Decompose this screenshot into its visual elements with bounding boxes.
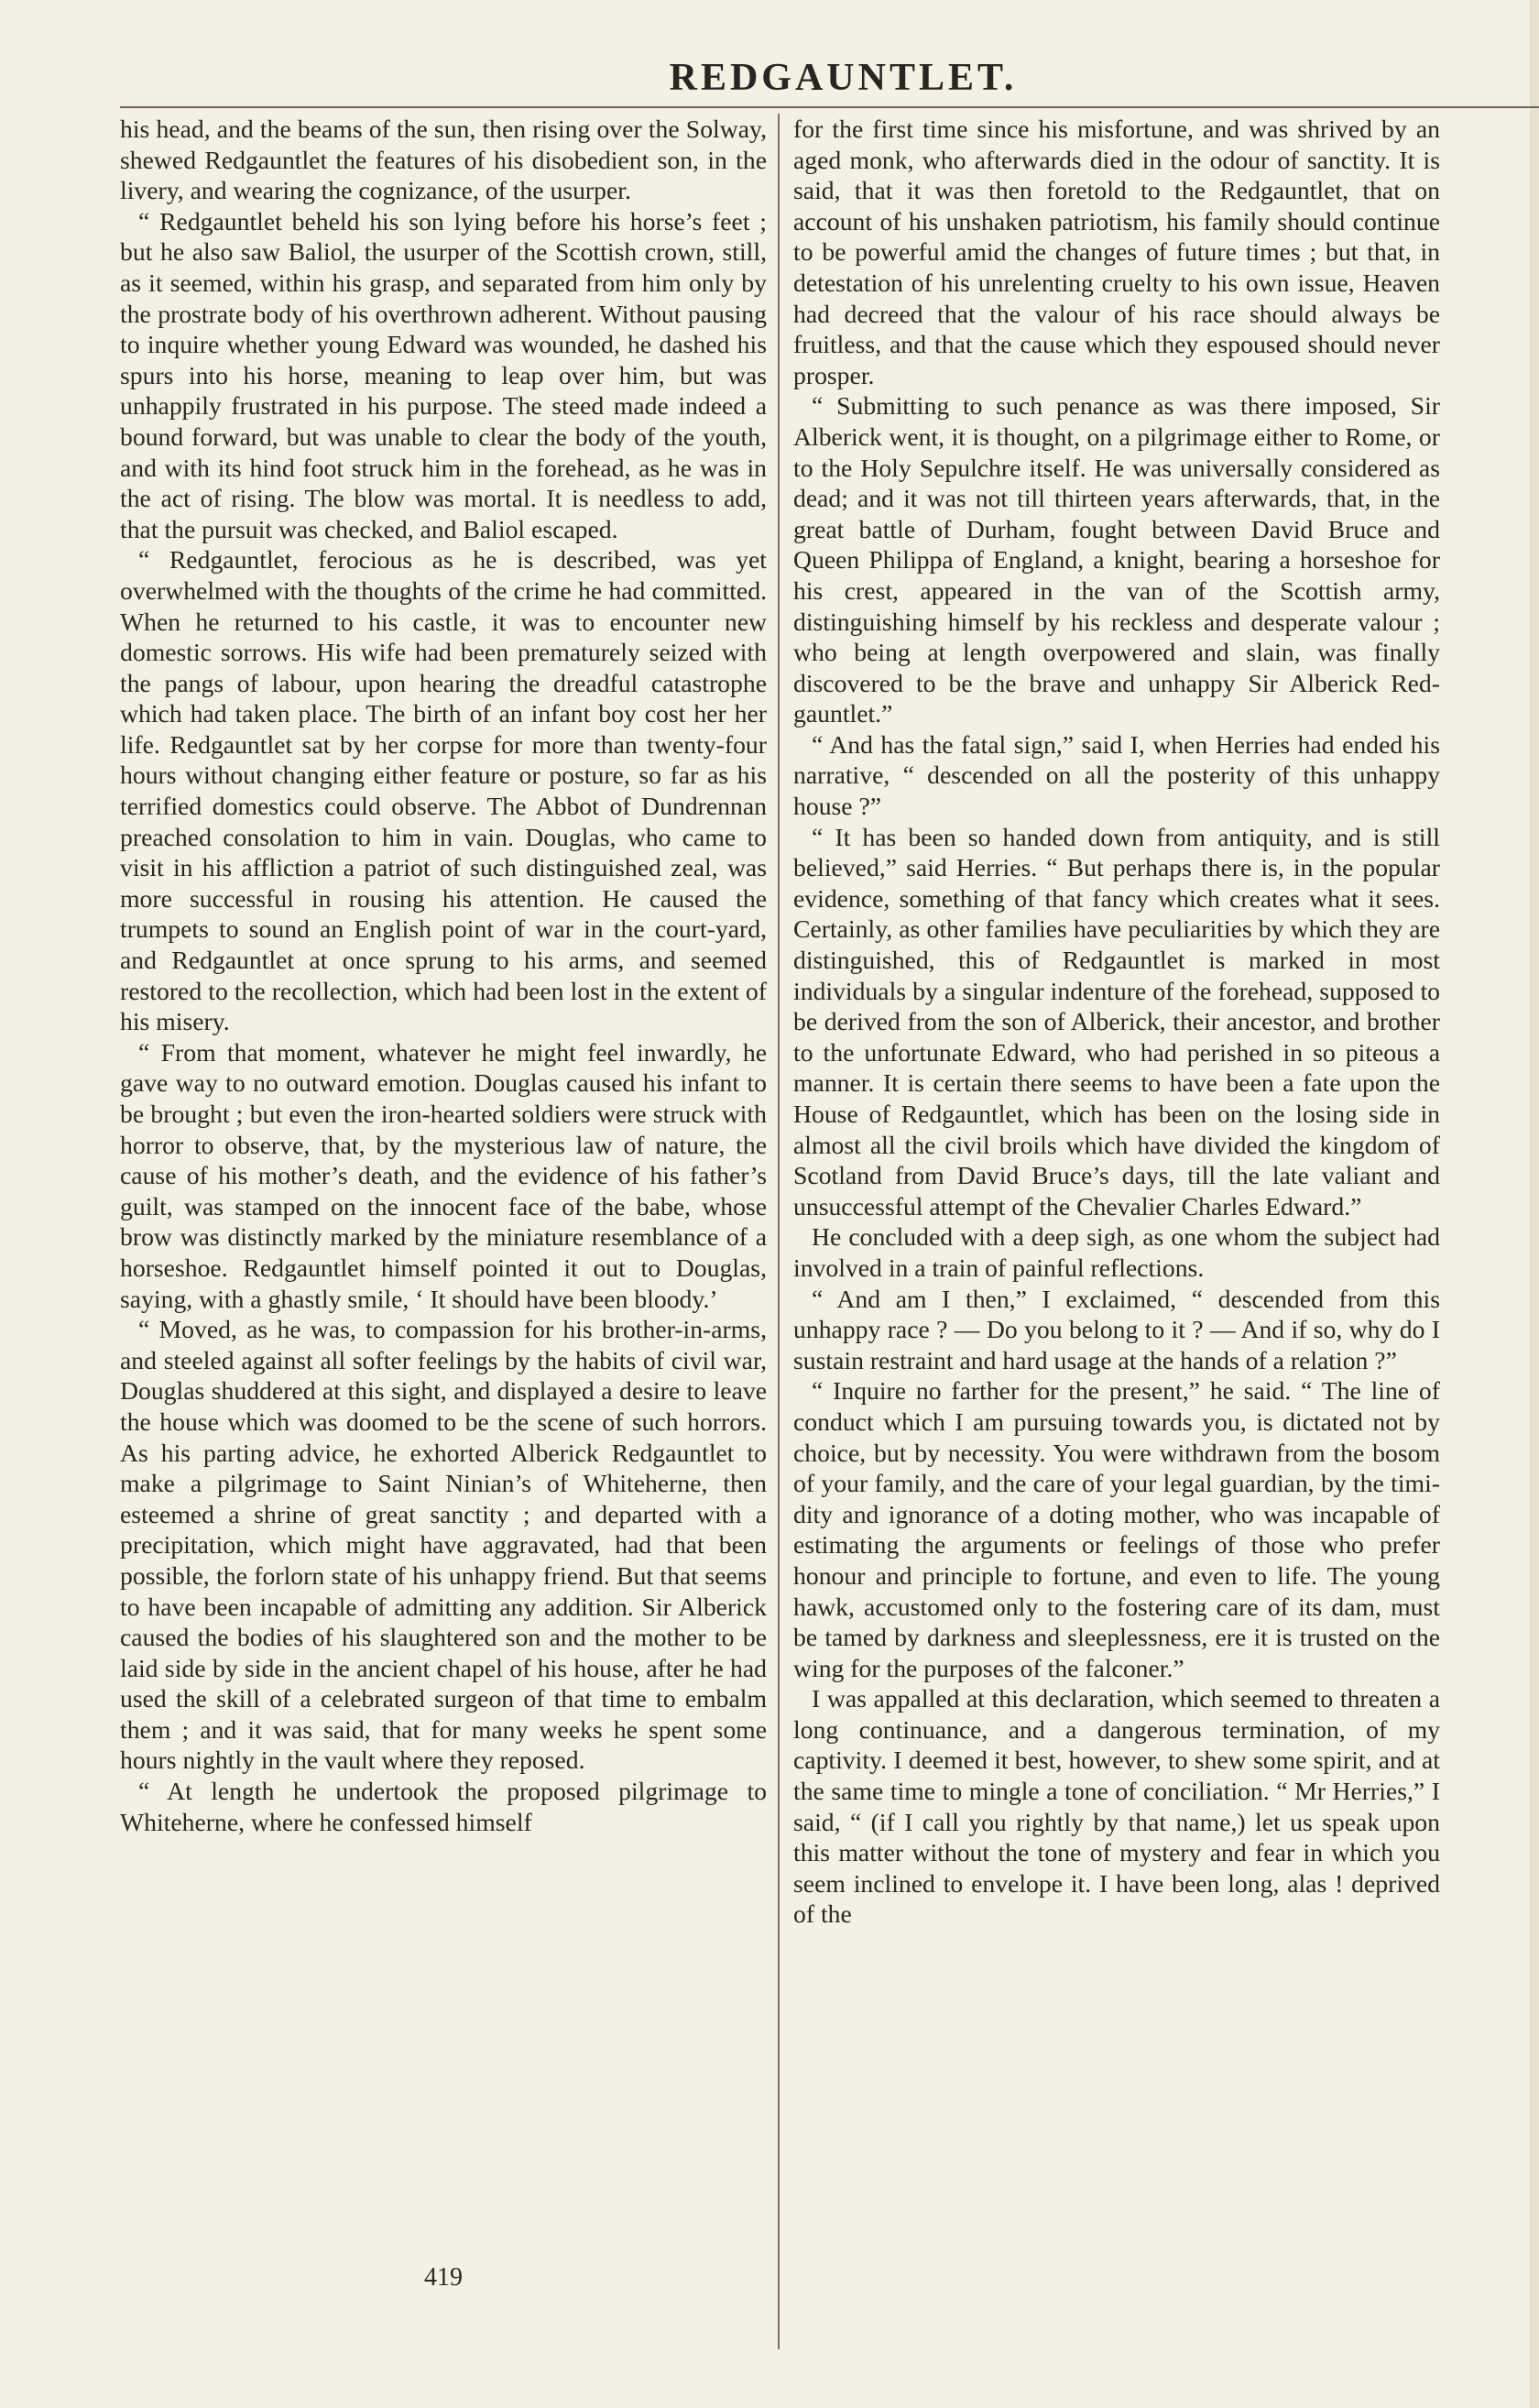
paragraph: for the first time since his misfortune, and was shrived by an aged monk, who afterwards died in the odour of sanctity. It is said, that it was then foretold to the Redgauntlet, that on account of his unshaken patriotism, his family should continue to be powerful amid the changes of future times ; but that, in detestation of his unrelenting cruelty to his own issue, Heaven had decreed that the valour of his race should always be fruitless, and that the cause which they espoused should never prosper. [793,115,1440,389]
paragraph: “ Redgauntlet beheld his son lying before his horse’s feet ; but he also saw Baliol, the usurper of the Scottish crown, still, as it seemed, within his grasp, and separated from him only by the prostrate body of his overthrown adherent. Without pausing to inquire whether young Edward was wounded, he dashed his spurs into his horse, meaning to leap over him, but was unhappily frustrated in his purpose. The steed made indeed a bound forward, but was unable to clear the body of the youth, and with its hind foot struck him in the forehead, as he was in the act of rising. The blow was mortal. It is needless to add, that the pursuit was checked, and Baliol escaped. [120,206,767,543]
page-edge [1530,0,1539,2408]
paragraph: his head, and the beams of the sun, then rising over the Solway, shewed Redgauntlet the features of his disobedient son, in the livery, and wearing the cognizance, of the usurper. [120,115,767,205]
paragraph: “ It has been so handed down from antiquity, and is still believed,” said Herries. “ But perhaps there is, in the popular evidence, something of that fancy which creates what it sees. Certainly, as other families have peculiarities by which they are distinguished, this of Redgauntlet is marked in most individuals by a singular indenture of the forehead, supposed to be derived from the son of Alberick, their ancestor, and brother to the unfortunate Edward, who had perished in so piteous a manner. It is certain there seems to have been a fate upon the House of Redgauntlet, which has been on the losing side in almost all the civil broils which have divided the kingdom of Scotland from David Bruce’s days, till the late valiant and unsuccessful attempt of the Chevalier Charles Edward.” [793,822,1440,1220]
header-rule [120,106,1539,108]
paragraph: “ Inquire no farther for the present,” he said. “ The line of conduct which I am pursuing towards you, is dictated not by choice, but by necessity. You were withdrawn from the bosom of your family, and the care of your legal guardian, by the timidity and ignorance of a doting mother, who was incapable of estimating the arguments or feelings of those who prefer honour and principle to fortune, and even to life. The young hawk, accustomed only to the fostering care of its dam, must be tamed by darkness and sleeplessness, ere it is trusted on the wing for the purposes of the falconer.” [793,1376,1440,1682]
column-divider [778,114,780,2349]
page-number: 419 [424,2263,463,2292]
paragraph: I was appalled at this declaration, which seemed to threaten a long continuance, and a dangerous termination, of my captivity. I deemed it best, however, to shew some spirit, and at the same time to mingle a tone of conciliation. “ Mr Herries,” I said, “ (if I call you rightly by that name,) let us speak upon this matter without the tone of mystery and fear in which you seem inclined to envelope it. I have been long, alas ! deprived of the [793,1684,1440,1929]
paragraph: “ From that moment, whatever he might feel inwardly, he gave way to no outward emotion. Douglas caused his infant to be brought ; but even the iron-hearted soldiers were struck with horror to observe, that, by the mysterious law of nature, the cause of his mother’s death, and the evidence of his father’s guilt, was stamped on the innocent face of the babe, whose brow was distinctly marked by the miniature resemblance of a horseshoe. Redgauntlet himself pointed it out to Douglas, saying, with a ghastly smile, ‘ It should have been bloody.’ [120,1037,767,1313]
paragraph: “ At length he undertook the proposed pilgrimage to Whiteherne, where he confessed himself [120,1777,767,1836]
running-head-title: REDGAUNTLET. [669,57,1018,99]
paragraph: “ Moved, as he was, to compassion for his brother-in-arms, and steeled against all softer feelings by the habits of civil war, Douglas shuddered at this sight, and displayed a desire to leave the house which was doomed to be the scene of such horrors. As his parting advice, he exhorted Alberick Redgauntlet to make a pilgrimage to Saint Ninian’s of Whiteherne, then esteemed a shrine of great sanctity ; and departed with a precipitation, which might have aggravated, had that been possible, the forlorn state of his unhappy friend. But that seems to have been incapable of admitting any addition. Sir Alberick caused the bodies of his slaughtered son and the mother to be laid side by side in the ancient chapel of his house, after he had used the skill of a celebrated surgeon of that time to embalm them ; and it was said, that for many weeks he spent some hours nightly in the vault where they reposed. [120,1315,767,1775]
paragraph: “ Submitting to such penance as was there imposed, Sir Alberick went, it is thought, on a pilgrimage either to Rome, or to the Holy Sepulchre itself. He was universally considered as dead; and it was not till thirteen years afterwards, that, in the great battle of Durham, fought between David Bruce and Queen Philippa of England, a knight, bearing a horseshoe for his crest, appeared in the van of the Scottish army, distinguishing himself by his reckless and desperate valour ; who being at length overpowered and slain, was finally discovered to be the brave and unhappy Sir Alberick Redgauntlet.” [793,391,1440,728]
paragraph: “ Redgauntlet, ferocious as he is described, was yet overwhelmed with the thoughts of the crime he had committed. When he returned to his castle, it was to encounter new domestic sorrows. His wife had been prematurely seized with the pangs of labour, upon hearing the dreadful catastrophe which had taken place. The birth of an infant boy cost her her life. Redgauntlet sat by her corpse for more than twenty-four hours without changing either feature or posture, so far as his terrified domestics could observe. The Abbot of Dundrennan preached consolation to him in vain. Douglas, who came to visit in his affliction a patriot of such distinguished zeal, was more successful in rousing his attention. He caused the trumpets to sound an English point of war in the court-yard, and Redgauntlet at once sprung to his arms, and seemed restored to the recollection, which had been lost in the extent of his misery. [120,545,767,1036]
left-column [120,114,767,1837]
paragraph: “ And has the fatal sign,” said I, when Herries had ended his narrative, “ descended on all the posterity of this unhappy house ?” [793,729,1440,821]
paragraph: “ And am I then,” I exclaimed, “ descended from this unhappy race ? — Do you belong to it ? — And if so, why do I sustain restraint and hard usage at the hands of a relation ?” [793,1284,1440,1374]
right-column [793,114,1440,1930]
paragraph: He concluded with a deep sigh, as one whom the subject had involved in a train of painful reflections. [793,1222,1440,1282]
